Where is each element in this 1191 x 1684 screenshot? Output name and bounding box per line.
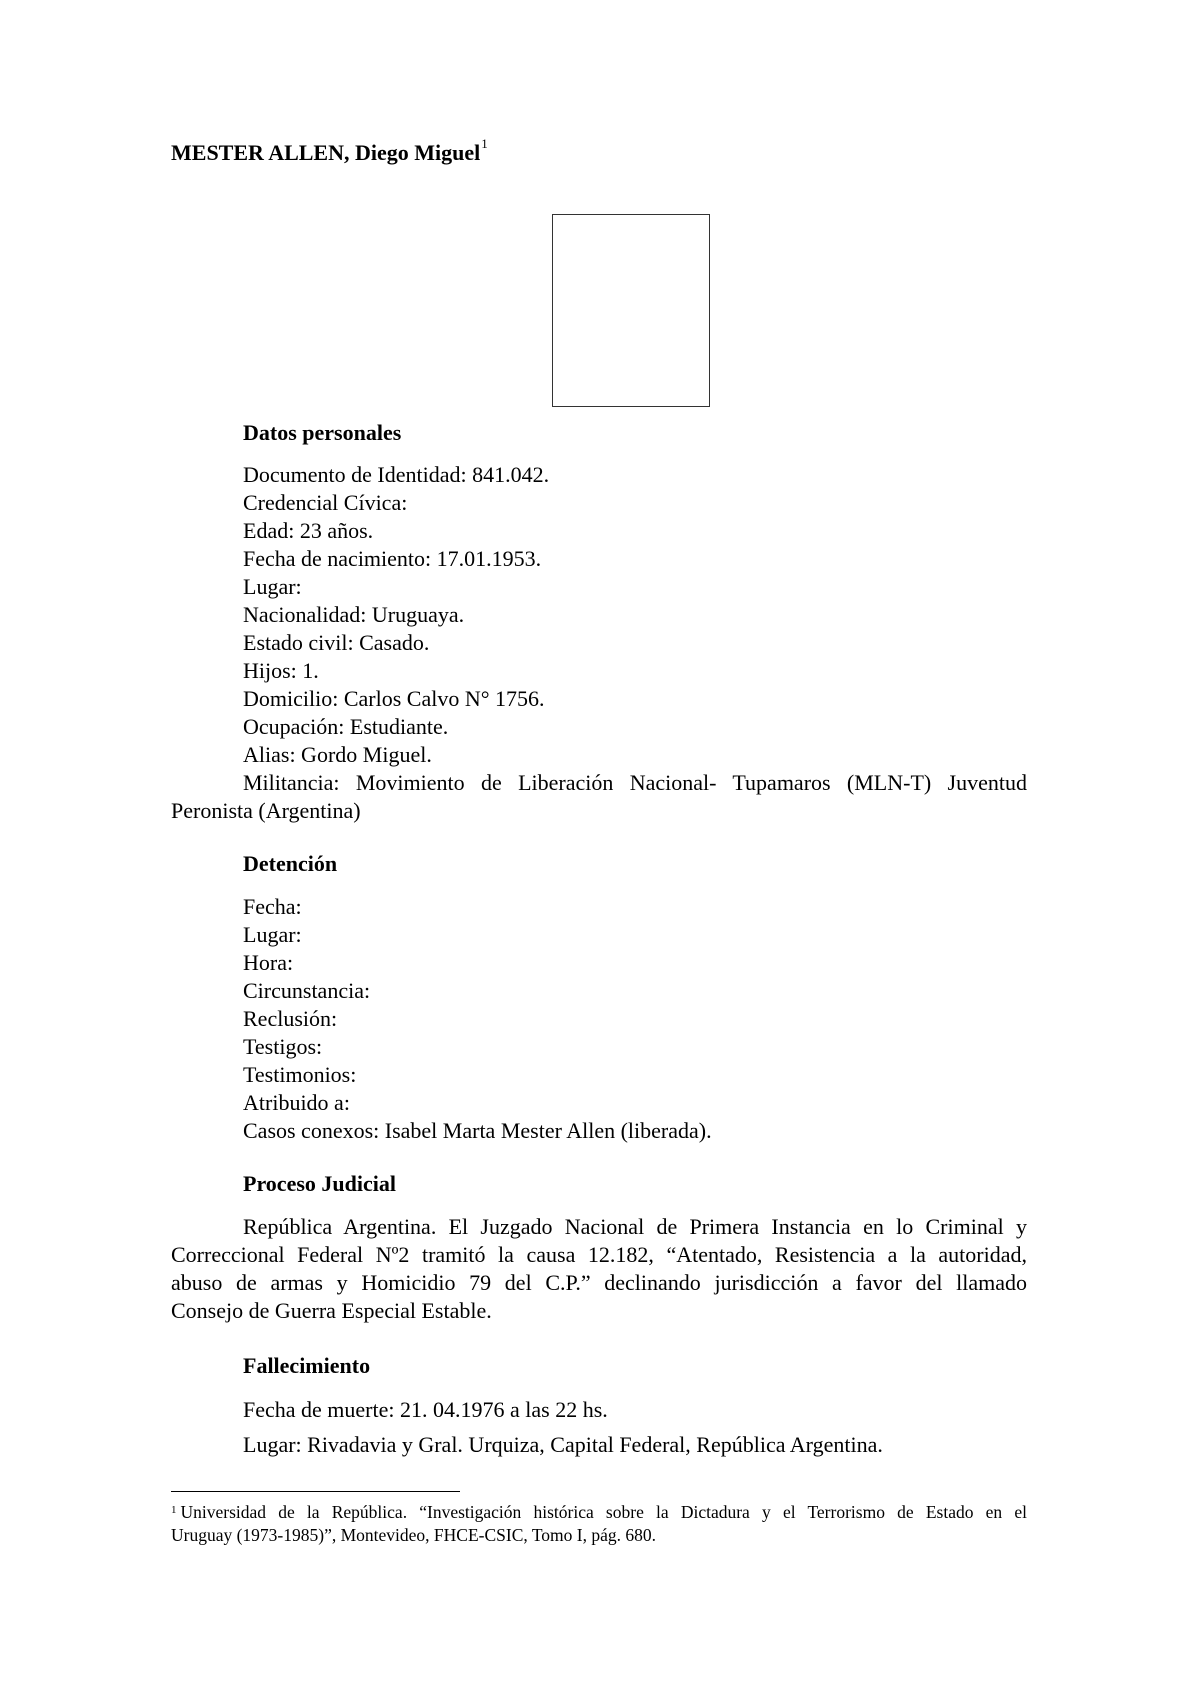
section-heading-detencion: Detención bbox=[243, 851, 338, 876]
person-name: MESTER ALLEN, Diego Miguel bbox=[171, 140, 481, 165]
detencion-line-lugar: Lugar: bbox=[243, 922, 302, 947]
section-heading-fallecimiento: Fallecimiento bbox=[243, 1353, 371, 1378]
detencion-line-atribuido: Atribuido a: bbox=[243, 1090, 350, 1115]
datos-line-estado-civil: Estado civil: Casado. bbox=[243, 630, 430, 655]
datos-line-credencial: Credencial Cívica: bbox=[243, 490, 408, 515]
photo-placeholder bbox=[552, 214, 710, 407]
footnote-mark: 1 bbox=[171, 1504, 177, 1516]
militancia-line-1: Militancia: Movimiento de Liberación Nacional- Tupamaros (MLN-T) Juventud bbox=[243, 770, 1027, 795]
footnote-separator bbox=[171, 1491, 460, 1492]
proceso-judicial-paragraph bbox=[171, 1213, 1027, 1325]
datos-line-ocupacion: Ocupación: Estudiante. bbox=[243, 714, 449, 739]
datos-line-nacimiento: Fecha de nacimiento: 17.01.1953. bbox=[243, 546, 542, 571]
proceso-line-4: Consejo de Guerra Especial Estable. bbox=[171, 1298, 492, 1323]
detencion-line-testimonios: Testimonios: bbox=[243, 1062, 357, 1087]
datos-line-edad: Edad: 23 años. bbox=[243, 518, 374, 543]
proceso-line-3: abuso de armas y Homicidio 79 del C.P.” declinando jurisdicción a favor del llamado bbox=[171, 1270, 1027, 1295]
datos-militancia bbox=[171, 769, 1027, 825]
detencion-line-fecha: Fecha: bbox=[243, 894, 302, 919]
section-heading-proceso-judicial: Proceso Judicial bbox=[243, 1171, 396, 1196]
footnote-text-1: Universidad de la República. “Investigación histórica sobre la Dictadura y el Terrorismo de Estado en el bbox=[180, 1502, 1027, 1522]
detencion-line-casos-conexos: Casos conexos: Isabel Marta Mester Allen (liberada). bbox=[243, 1118, 712, 1143]
detencion-line-testigos: Testigos: bbox=[243, 1034, 323, 1059]
militancia-line-2: Peronista (Argentina) bbox=[171, 798, 361, 823]
datos-line-hijos: Hijos: 1. bbox=[243, 658, 319, 683]
detencion-line-hora: Hora: bbox=[243, 950, 294, 975]
footnote-reference: 1 bbox=[481, 136, 488, 151]
fallecimiento-fecha: Fecha de muerte: 21. 04.1976 a las 22 hs. bbox=[243, 1397, 608, 1422]
proceso-line-2: Correccional Federal Nº2 tramitó la causa 12.182, “Atentado, Resistencia a la autoridad, bbox=[171, 1242, 1027, 1267]
datos-line-domicilio: Domicilio: Carlos Calvo N° 1756. bbox=[243, 686, 545, 711]
datos-line-nacionalidad: Nacionalidad: Uruguaya. bbox=[243, 602, 465, 627]
datos-line-alias: Alias: Gordo Miguel. bbox=[243, 742, 432, 767]
footnote bbox=[171, 1501, 1027, 1547]
detencion-line-circunstancia: Circunstancia: bbox=[243, 978, 371, 1003]
proceso-line-1: República Argentina. El Juzgado Nacional de Primera Instancia en lo Criminal y bbox=[243, 1214, 1027, 1239]
footnote-line-1 bbox=[171, 1501, 1027, 1524]
fallecimiento-lugar: Lugar: Rivadavia y Gral. Urquiza, Capital Federal, República Argentina. bbox=[243, 1432, 883, 1457]
section-heading-datos-personales: Datos personales bbox=[243, 420, 402, 445]
detencion-line-reclusion: Reclusión: bbox=[243, 1006, 338, 1031]
datos-line-documento: Documento de Identidad: 841.042. bbox=[243, 462, 550, 487]
datos-line-lugar: Lugar: bbox=[243, 574, 302, 599]
footnote-line-2: Uruguay (1973-1985)”, Montevideo, FHCE-CSIC, Tomo I, pág. 680. bbox=[171, 1525, 657, 1545]
page-title bbox=[171, 136, 488, 166]
